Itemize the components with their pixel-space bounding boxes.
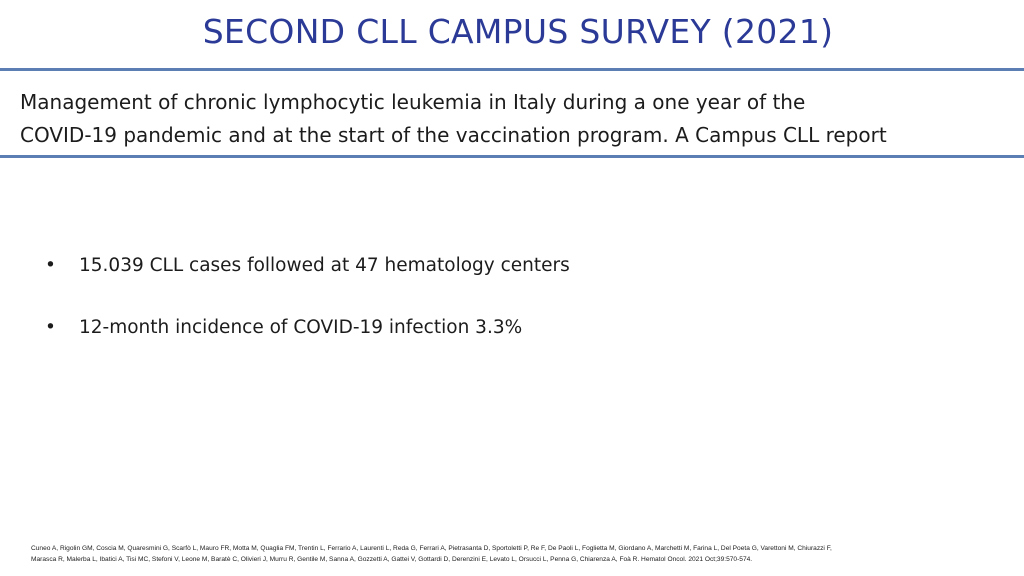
bullet-text-cases: 15.039 CLL cases followed at 47 hematology centers xyxy=(79,255,570,276)
paper-title xyxy=(20,86,1020,152)
citation-line-1: Cuneo A, Rigolin GM, Coscia M, Quaresmini G, Scarfò L, Mauro FR, Motta M, Quaglia FM, Trentin L, Ferrario A, Laurenti L, Reda G, Ferrari A, Pietrasanta D, Sportoletti P, Re F, De Paoli L, Foglietta M, Giordano A, Marchetti M, Farina L, Del Poeta G, Varettoni M, Chiurazzi F, xyxy=(31,545,832,552)
paper-title-line-2: COVID-19 pandemic and at the start of the vaccination program. A Campus CLL report xyxy=(20,123,887,147)
top-divider xyxy=(0,68,1024,71)
bullet-marker: • xyxy=(45,255,56,276)
bullet-marker: • xyxy=(45,317,56,338)
bullet-text-incidence: 12-month incidence of COVID-19 infection 3.3% xyxy=(79,317,523,338)
paper-title-line-1: Management of chronic lymphocytic leukemia in Italy during a one year of the xyxy=(20,90,806,114)
citation-line-2: Marasca R, Malerba L, Ibatici A, Tisi MC, Stefoni V, Leone M, Baratè C, Olivieri J, Murru R, Gentile M, Sanna A, Gozzetti A, Gattei V, Gottardi D, Derenzini E, Levato L, Orsucci L, Penna G, Chiarenza A, Foà R. Hematol Oncol. 2021 Oct;39:570-574. xyxy=(31,556,753,563)
bottom-divider xyxy=(0,155,1024,158)
slide-title: SECOND CLL CAMPUS SURVEY (2021) xyxy=(202,12,834,51)
citation-reference xyxy=(31,543,1016,565)
